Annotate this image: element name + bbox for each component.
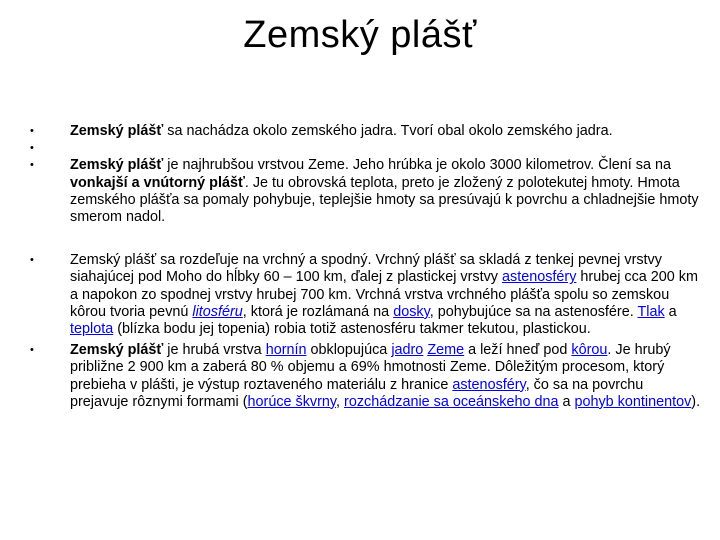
link-rozchadzanie-oceanskeho-dna[interactable]: rozchádzanie sa oceánskeho dna [344, 393, 559, 410]
bold-term: Zemský plášť [70, 123, 164, 139]
text-span: je najhrubšou vrstvou Zeme. Jeho hrúbka je okolo 3000 kilometrov. Člení sa na [163, 157, 671, 174]
link-jadro[interactable]: jadro [391, 342, 424, 359]
text-span: a leží hneď pod [464, 342, 572, 359]
text-span: Zemský plášť sa rozdeľuje na vrchný a spodný. Vrchný plášť sa skladá z tenkej pevnej vrstvy siahajúcej pod Moho do hĺbky 60 – 100 km, ďalej z plastickej vrstvy [70, 252, 662, 286]
list-item-2 [30, 157, 702, 226]
text-span: (blízka bodu jej topenia) robia totiž astenosféru takmer tekutou, plastickou. [113, 321, 591, 338]
link-horuce-skvrny[interactable]: horúce škvrny [247, 393, 337, 410]
text-span: je hrubá vrstva [163, 342, 266, 359]
link-astenosfery[interactable]: astenosféry [502, 269, 577, 286]
bullet-list [30, 123, 702, 411]
paragraph-3 [70, 252, 698, 337]
text-span: . Je hrubý približne 2 900 km a zaberá 80 % objemu a 69% hmotnosti Zeme. Dôležitým procesom, ktorý prebieha v plášti, je výstup roztaveného materiálu z hranice [70, 342, 671, 393]
text-span: obklopujúca [306, 342, 392, 359]
bold-term: Zemský plášť [70, 342, 164, 359]
link-hornin[interactable]: hornín [265, 342, 307, 359]
link-korou[interactable]: kôrou [571, 342, 608, 359]
text-span: . Je tu obrovská teplota, preto je zložený z polotekutej hmoty. Hmota zemského plášťa sa pomaly pohybuje, teplejšie hmoty sa presúvajú k povrchu a chladnejšie hmoty smerom nadol. [70, 174, 699, 226]
link-zeme[interactable]: Zeme [427, 342, 465, 359]
bullet-icon: • [30, 125, 34, 137]
link-pohyb-kontinentov[interactable]: pohyb kontinentov [574, 393, 692, 410]
link-dosky[interactable]: dosky [393, 303, 430, 320]
list-item-4 [30, 342, 702, 411]
link-teplota[interactable]: teplota [70, 321, 114, 338]
text-span: sa nachádza okolo zemského jadra. Tvorí obal okolo zemského jadra. [163, 123, 613, 139]
text-span: , čo sa na povrchu prejavuje rôznymi formami ( [70, 376, 644, 410]
text-span: a [664, 303, 677, 320]
bold-term: vonkajší a vnútorný plášť [70, 174, 245, 191]
paragraph-1 [70, 123, 613, 139]
list-item-empty [30, 140, 702, 157]
list-item-1 [30, 123, 702, 140]
text-span: a [558, 393, 575, 410]
paragraph-2 [70, 157, 699, 225]
text-span: hrubej cca 200 km a napokon zo spodnej vrstvy hrubej 700 km. Vrchná vrstva vrchného plášťa spolu so zemskou kôrou tvoria pevnú [70, 269, 698, 320]
text-span: , pohybujúce sa na astenosfére. [429, 303, 638, 320]
text-span: ). [691, 393, 701, 410]
paragraph-4 [70, 342, 700, 410]
link-litosferu[interactable]: litosféru [192, 303, 243, 320]
text-span: , ktorá je rozlámaná na [242, 303, 394, 320]
link-astenosfery-2[interactable]: astenosféry [452, 376, 526, 393]
bullet-icon: • [30, 142, 34, 155]
page-title: Zemský plášť [243, 14, 477, 56]
bullet-icon: • [30, 344, 34, 357]
list-item-3 [30, 252, 702, 338]
bullet-icon: • [30, 254, 34, 267]
link-tlak[interactable]: Tlak [637, 303, 665, 320]
bullet-icon: • [30, 159, 34, 172]
text-span: , [336, 393, 345, 410]
bold-term: Zemský plášť [70, 157, 164, 174]
